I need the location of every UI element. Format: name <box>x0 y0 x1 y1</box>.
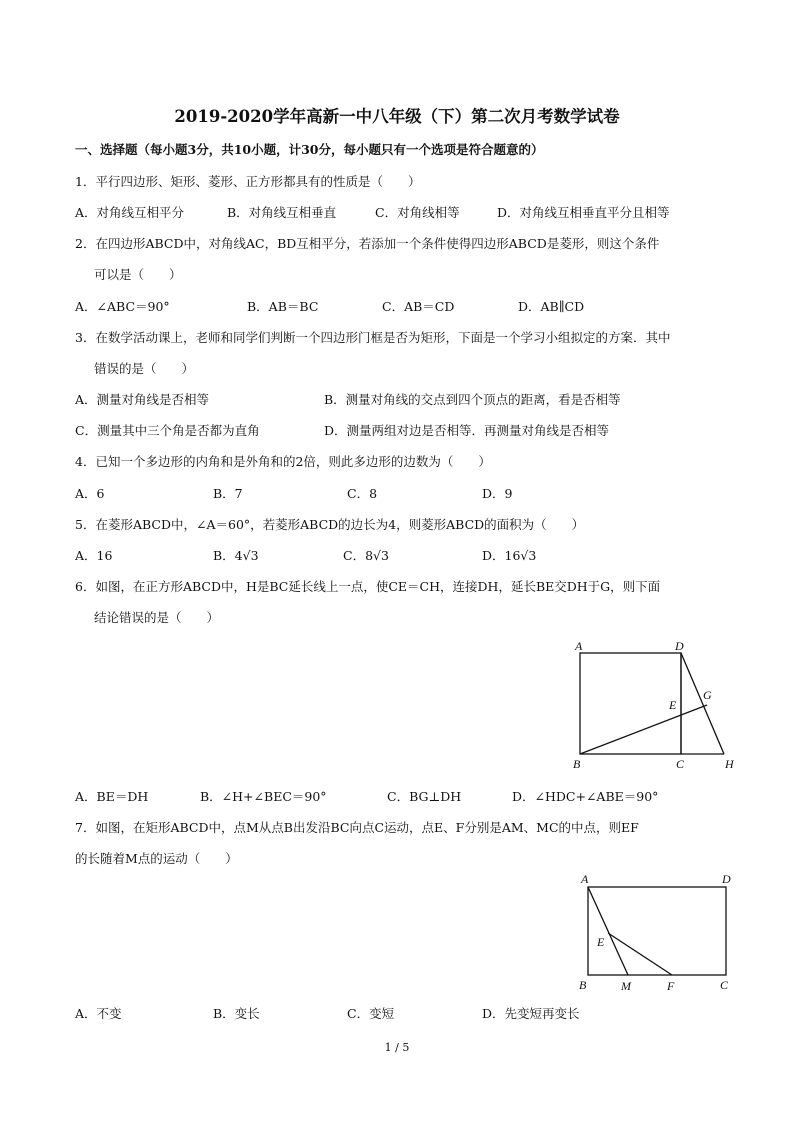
q1-option-b: B．对角线互相垂直 <box>227 205 337 220</box>
section-heading: 一、选择题（每小题3分，共10小题，计30分，每小题只有一个选项是符合题意的） <box>75 142 544 157</box>
question-3-stem: 3．在数学活动课上，老师和同学们判断一个四边形门框是否为矩形，下面是一个学习小组拟定的方案．其中 <box>75 330 671 345</box>
q4-option-a: A．6 <box>75 486 105 501</box>
question-7-stem-cont: 的长随着M点的运动（ ） <box>75 851 238 866</box>
q1-option-a: A．对角线互相平分 <box>75 205 185 220</box>
q7-label-c: C <box>720 978 729 992</box>
q6-option-b: B．∠H+∠BEC＝90° <box>200 789 327 804</box>
q1-option-d: D．对角线互相垂直平分且相等 <box>497 205 670 220</box>
q3-option-c: C．测量其中三个角是否都为直角 <box>75 423 260 438</box>
q6-label-g: G <box>703 688 712 702</box>
q7-label-a: A <box>581 872 589 886</box>
question-6-stem: 6．如图，在正方形ABCD中，H是BC延长线上一点，使CE＝CH，连接DH，延长BE交DH于G，则下面 <box>75 579 661 594</box>
question-7-stem: 7．如图，在矩形ABCD中，点M从点B出发沿BC向点C运动，点E、F分别是AM、MC的中点，则EF <box>75 820 639 835</box>
q6-label-h: H <box>725 757 734 771</box>
q6-label-d: D <box>675 639 684 653</box>
page-title: 2019-2020学年高新一中八年级（下）第二次月考数学试卷 <box>174 107 620 126</box>
q7-label-b: B <box>579 978 587 992</box>
q3-option-d: D．测量两组对边是否相等．再测量对角线是否相等 <box>324 423 610 438</box>
q7-label-d: D <box>722 872 731 886</box>
q7-label-e: E <box>597 935 605 949</box>
q4-option-d: D．9 <box>482 486 513 501</box>
q7-figure-rectangle <box>572 866 742 996</box>
q5-option-d: D．16√3 <box>482 548 537 563</box>
question-2-stem: 2．在四边形ABCD中，对角线AC，BD互相平分，若添加一个条件使得四边形ABCD是菱形，则这个条件 <box>75 236 660 251</box>
question-3-stem-cont: 错误的是（ ） <box>94 361 195 376</box>
q2-option-c: C．AB＝CD <box>382 299 455 314</box>
q6-label-c: C <box>676 757 685 771</box>
q6-option-a: A．BE＝DH <box>75 789 149 804</box>
q6-label-a: A <box>575 639 583 653</box>
q2-option-d: D．AB∥CD <box>518 299 585 314</box>
q5-option-b: B．4√3 <box>213 548 259 563</box>
question-5-stem: 5．在菱形ABCD中，∠A＝60°，若菱形ABCD的边长为4，则菱形ABCD的面积为（ ） <box>75 517 585 532</box>
q5-option-c: C．8√3 <box>343 548 389 563</box>
q4-option-b: B．7 <box>213 486 243 501</box>
q7-option-a: A．不变 <box>75 1006 122 1021</box>
page-number: 1 / 5 <box>384 1041 410 1054</box>
question-6-stem-cont: 结论错误的是（ ） <box>94 610 220 625</box>
q3-option-b: B．测量对角线的交点到四个顶点的距离，看是否相等 <box>324 392 621 407</box>
q2-option-b: B．AB＝BC <box>247 299 319 314</box>
q1-option-c: C．对角线相等 <box>375 205 460 220</box>
q6-option-d: D．∠HDC+∠ABE＝90° <box>512 789 659 804</box>
q7-option-c: C．变短 <box>347 1006 395 1021</box>
q6-label-b: B <box>573 757 581 771</box>
q3-option-a: A．测量对角线是否相等 <box>75 392 210 407</box>
question-2-stem-cont: 可以是（ ） <box>94 267 182 282</box>
q4-option-c: C．8 <box>347 486 378 501</box>
q6-label-e: E <box>669 698 677 712</box>
q7-label-m: M <box>621 979 631 993</box>
question-4-stem: 4．已知一个多边形的内角和是外角和的2倍，则此多边形的边数为（ ） <box>75 454 491 469</box>
q6-option-c: C．BG⊥DH <box>387 789 462 804</box>
question-1-stem: 1．平行四边形、矩形、菱形、正方形都具有的性质是（ ） <box>75 174 421 189</box>
q5-option-a: A．16 <box>75 548 113 563</box>
q7-option-b: B．变长 <box>213 1006 260 1021</box>
q7-option-d: D．先变短再变长 <box>482 1006 580 1021</box>
q7-label-f: F <box>667 979 675 993</box>
q2-option-a: A．∠ABC＝90° <box>75 299 170 314</box>
q6-figure-square <box>570 637 740 773</box>
